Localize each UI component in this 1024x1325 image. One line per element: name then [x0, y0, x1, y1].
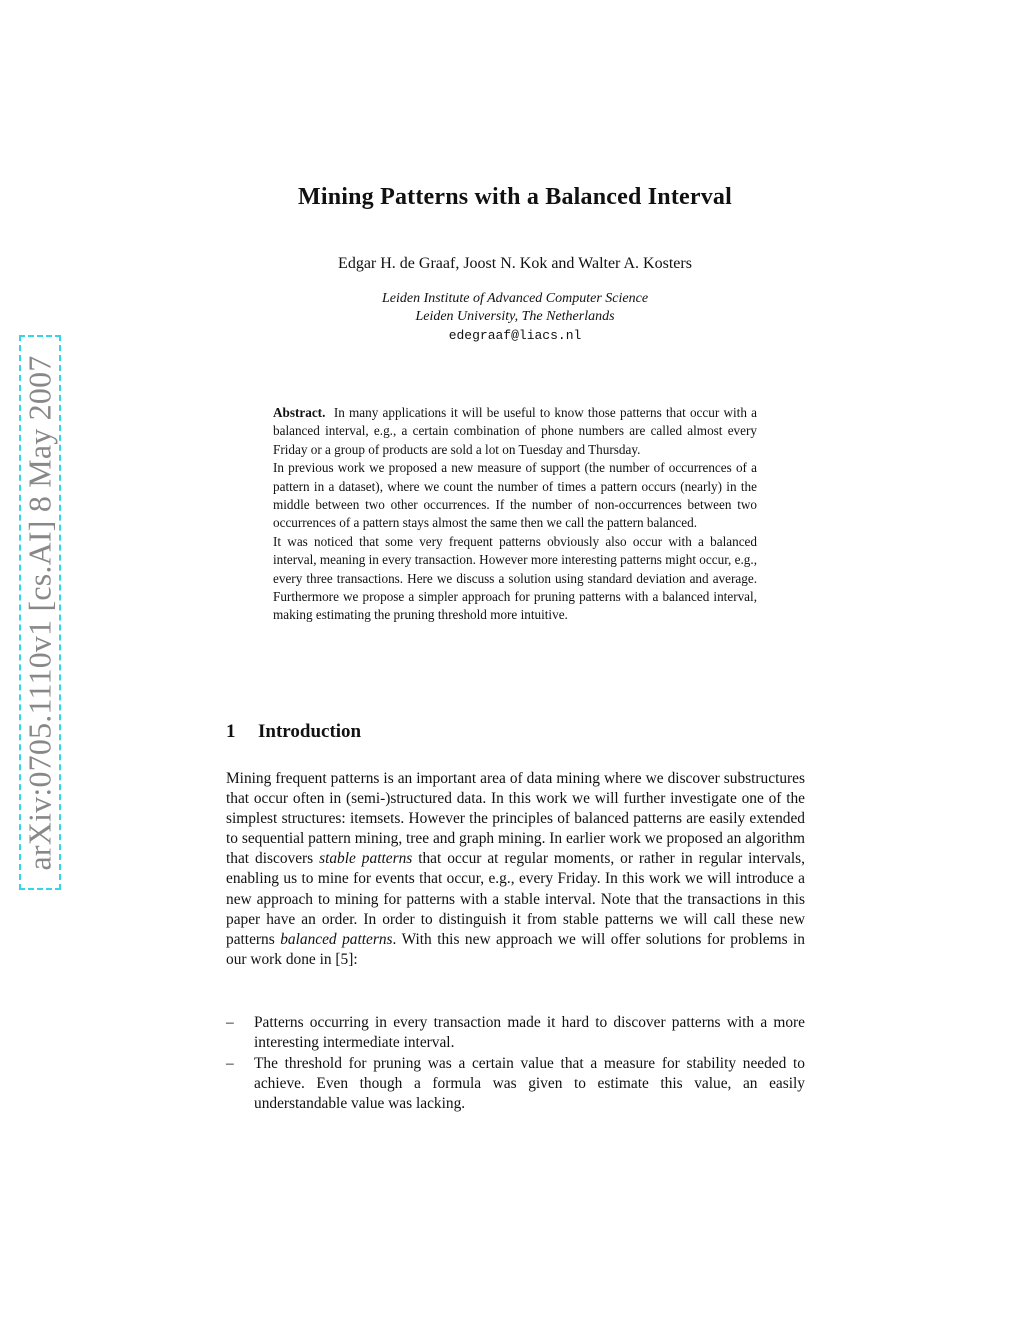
paper-authors: Edgar H. de Graaf, Joost N. Kok and Walter A. Kosters	[338, 255, 692, 272]
list-item-text: Patterns occurring in every transaction made it hard to discover patterns with a more interesting intermediate interval.	[254, 1014, 805, 1052]
list-item	[226, 1054, 805, 1114]
section-heading-introduction	[226, 721, 361, 743]
intro-emphasis-stable: stable patterns	[319, 850, 413, 868]
section-number: 1	[226, 721, 236, 742]
arxiv-stamp	[19, 335, 61, 890]
problem-list	[226, 1013, 805, 1115]
abstract-paragraph-2: In previous work we proposed a new measure of support (the number of occurrences of a pattern in a dataset), where we count the number of times a pattern occurs (nearly) in the middle between two other occurrences. If the number of non-occurrences between two occurrences of a pattern stays almost the same then we call the pattern balanced.	[273, 460, 757, 531]
list-item-text: The threshold for pruning was a certain value that a measure for stability needed to achieve. Even though a formula was given to estimate this value, an easily understandable value was lacking.	[254, 1055, 805, 1113]
abstract-paragraph-3: It was noticed that some very frequent patterns obviously also occur with a balanced interval, meaning in every transaction. However more interesting patterns might occur, e.g., every three transactions. Here we discuss a solution using standard deviation and average. Furthermore we propose a simpler approach for pruning patterns with a balanced interval, making estimating the pruning threshold more intuitive.	[273, 533, 757, 623]
abstract-text-1: In many applications it will be useful to know those patterns that occur with a balanced interval, e.g., a certain combination of phone numbers are called almost every Friday or a group of products are sold a lot on Tuesday and Thursday.	[273, 405, 758, 457]
list-item	[226, 1013, 805, 1053]
author-email: edegraaf@liacs.nl	[448, 328, 582, 343]
section-title-text: Introduction	[258, 721, 362, 742]
affiliation-university: Leiden University, The Netherlands	[415, 309, 615, 324]
intro-emphasis-balanced: balanced patterns	[280, 930, 393, 948]
intro-text-2: that occur at regular moments, or rather in regular intervals, enabling us to mine for events that occur, e.g., every Friday. In this work we will introduce a new approach to mining for patterns with a stable interval. Note that the transactions in this paper have an order. In order to distinguish it from stable patterns we will call these new patterns	[226, 850, 805, 948]
abstract-paragraph-1	[273, 404, 757, 459]
arxiv-stamp-text: arXiv:0705.1110v1 [cs.AI] 8 May 2007	[21, 355, 58, 870]
intro-text-1: Mining frequent patterns is an important area of data mining where we discover substructures that occur often in (semi-)structured data. In this work we will further investigate one of the simplest structures: itemsets. However the principles of balanced patterns are easily extended to sequential pattern mining, tree and graph mining. In earlier work we proposed an algorithm that discovers	[226, 770, 805, 868]
paper-title: Mining Patterns with a Balanced Interval	[298, 184, 732, 210]
intro-text-3: . With this new approach we will offer solutions for problems in our work done in [5]:	[226, 930, 806, 968]
list-dash: –	[226, 1014, 234, 1031]
affiliation-institute: Leiden Institute of Advanced Computer Science	[381, 291, 649, 306]
abstract	[273, 404, 757, 625]
list-dash: –	[226, 1055, 234, 1073]
abstract-heading: Abstract.	[273, 405, 326, 420]
introduction-paragraph	[226, 769, 805, 970]
